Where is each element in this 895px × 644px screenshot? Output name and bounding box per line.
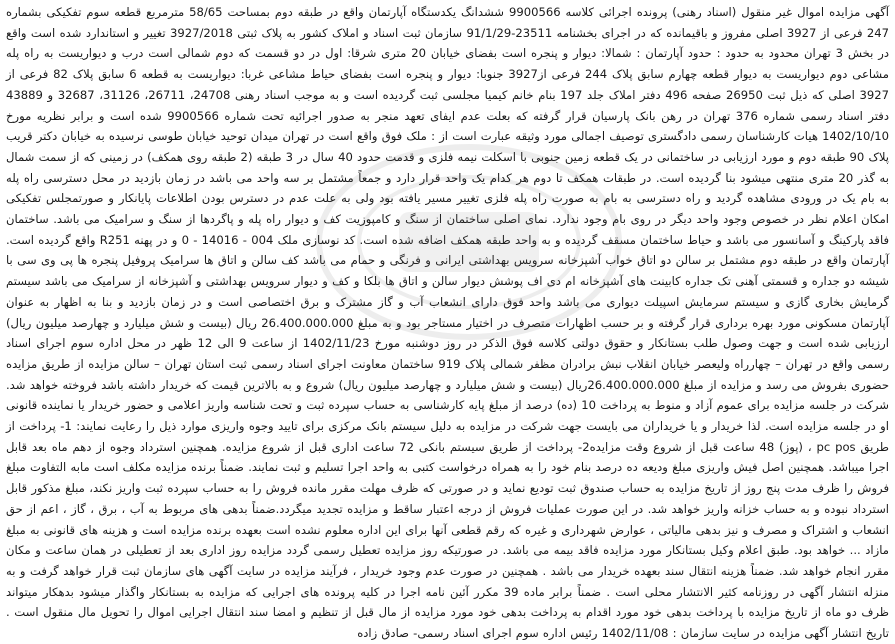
notice-body-text: آگهی مزایده اموال غیر منقول (اسناد رهنی) پرونده اجرائی کلاسه 9900566 ششدانگ یکدستگاه آپارتمان واقع در طبقه دوم بمساحت 58/65 مترمربع قطعه سوم تفکیکی بشماره 247 فرعی از 3927 اصلی مفروز و باقیمانده که در اجرای بخشنامه 23511-91/1/29 سازمان ثبت اسناد و املاک کشور به پلاک ثبتی 3927/2018 تغییر و استاندارد شده است واقع در بخش 3 تهران محدود به حدود : حدود آپارتمان : شمالا: دیوار و پنجره است بفضای خیابان 20 متری شرقا: اول در دو قسمت که دوم شمالی است درب و دیواریست به راه پله مشاعی دوم دیواریست به دیوار قطعه چهارم سابق پلاک 244 فرعی از3927 جنوبا: دیوار و پنجره است بفضای حیاط مشاعی غربا: دیواریست به قطعه 6 سابق پلاک 82 فرعی از 3927 اصلی که ذیل ثبت 26950 صفحه 496 دفتر املاک جلد 197 بنام خانم کیمیا مجلسی ثبت گردیده است و به موجب اسناد رهنی 24708، 26711، 31126، 32687 و 43889 دفتر اسناد رسمی شماره 376 تهران در رهن بانک پارسیان قرار گرفته که بعلت عدم ایفای تعهد منجر به صدور اجرائیه تحت شماره 9900566 شده است و برابر نظریه مورخ 1402/10/10 هیات کارشناسان رسمی دادگستری توصیف اجمالی مورد وثیقه عبارت است از : ملک فوق واقع است در تهران میدان توحید خیابان طوسی نرسیده به خیابان دکتر قریب پلاک 90 طبقه دوم و مورد ارزیابی در ساختمانی در یک قطعه زمین جنوبی با اسکلت نیمه فلزی و قدمت حدود 40 سال در 3 طبقه (2 طبقه روی همکف) در زمینی که از سمت شمال به گذر 20 متری منتهی میشود بنا گردیده است. در طبقات همکف تا دوم هر کدام یک واحد قرار دارد و جمعاً مشتمل بر سه واحد می باشد در زمان بازدید در محل دسترسی راه پله به بام یک در ورودی مشاهده گردید و راه دسترسی به بام به صورت راه پله فلزی تغییر مسیر یافته بود ولی به علت عدم در دسترس بودن اطلاعات پایانکار و صورتمجلس تفکیکی امکان اعلام نظر در خصوص وجود واحد دیگر در روی بام وجود ندارد. نمای اصلی ساختمان از سنگ و کامپوزیت کف و دیوار راه پله و پاگردها از سنگ و سرامیک می باشد. ساختمان فاقد پارکینگ و آسانسور می باشد و حیاط ساختمان مسقف گردیده و به واحد طبقه همکف اضافه شده است. کد نوسازی ملک 004 - 14016 - 0 و در پهنه R251 واقع گردیده است. آپارتمان واقع در طبقه دوم مشتمل بر سالن دو اتاق خواب آشپزخانه سرویس بهداشتی ایرانی و فرنگی و حمام می باشد کف سالن و اتاق ها سرامیک پروفیل پنجره ها پی وی سی با شیشه دو جداره و قسمتی آهنی تک جداره کابینت های آشپزخانه ام دی اف پوشش دیوار سالن و اتاق ها بلکا و کف و دیوار سرویس بهداشتی و آشپزخانه از سرامیک می باشد سیستم گرمایش بخاری گازی و سیستم سرمایش اسپیلت دیواری می باشد واحد فوق دارای انشعاب آب و گاز مشترک و برق اختصاصی است و در زمان بازدید و بنا به اظهار به عنوان آپارتمان مسکونی مورد بهره برداری قرار گرفته و بر حسب اظهارات متصرف در اختیار مستاجر بود و به مبلغ 26.400.000.000 ریال (بیست و شش میلیارد و چهارصد میلیون ریال) ارزیابی شده است و جهت وصول طلب بستانکار و حقوق دولتی کلاسه فوق الذکر در روز دوشنبه مورخ 1402/11/23 از ساعت 9 الی 12 ظهر در محل اداره سوم اجرای اسناد رسمی واقع در تهران – چهارراه ولیعصر خیابان انقلاب نبش برادران مظفر شمالی پلاک 919 ساختمان معاونت اجرای اسناد رسمی ثبت استان تهران – سالن مزایده از طریق مزایده حضوری بفروش می رسد و مزایده از مبلغ 26.400.000.000ریال (بیست و شش میلیارد و چهارصد میلیون ریال) شروع و به بالاترین قیمت که خریدار داشته باشد فروخته خواهد شد. شرکت در جلسه مزایده برای عموم آزاد و منوط به پرداخت 10 (ده) درصد از مبلغ پایه کارشناسی به حساب سپرده ثبت و تحت شناسه واریز اعلامی و حضور خریدار یا نماینده قانونی او در جلسه مزایده است. لذا خریدار و یا خریداران می بایست جهت شرکت در مزایده به دلیل سیستم بانک مرکزی برای تایید وجوه واریزی موارد ذیل را رعایت نمایند: 1- پرداخت از طریق pc pos ، (پوز) 48 ساعت قبل از شروع وقت مزایده2- پرداخت از طریق سیستم بانکی 72 ساعت اداری قبل از شروع مزایده. همچنین استرداد وجوه از دهم ماه بعد قابل اجرا میباشد. همچنین اصل فیش واریزی مبلغ ودیعه ده درصد بنام خود را به همراه درخواست کتبی به واحد اجرا تسلیم و ثبت نمایند. ضمناً برنده مزایده مکلف است مابه التفاوت مبلغ فروش را ظرف مدت پنج روز از تاریخ مزایده به حساب صندوق ثبت تودیع نماید و در صورتی که ظرف مهلت مقرر مانده فروش را به حساب سپرده ثبت واریز نکند، مبلغ مذکور قابل استرداد نبوده و به حساب خزانه واریز خواهد شد. در این صورت عملیات فروش از درجه اعتبار ساقط و مزایده تجدید میگردد.ضمناً بدهی های مربوط به آب ، برق ، گاز ، اعم از حق انشعاب و اشتراک و مصرف و نیز بدهی مالیاتی ، عوارض شهرداری و غیره که رقم قطعی آنها برای این اداره معلوم نشده است بعهده برنده مزایده است و هزینه های قانونی به مبلغ مازاد ... خواهد بود. طبق اعلام وکیل بستانکار مورد مزایده فاقد بیمه می باشد. در صورتیکه روز مزایده تعطیل رسمی گردد مزایده روز اداری بعد از تعطیلی در همان ساعت و مکان مقرر انجام خواهد شد. ضمناً هزینه انتقال سند بعهده خریدار می باشد . همچنین در صورت عدم وجود خریدار ، فرآیند مزایده در سایت آگهی های سازمان ثبت قرار خواهد گرفت و به منزله انتشار آگهی در روزنامه کثیر الانتشار محلی است . ضمناً برابر ماده 39 مکرر آئین نامه اجرا در کلیه پرونده های اجرایی که مزایده به بستانکار واگذار میشود بدهکار میتواند ظرف دو ماه از تاریخ مزایده با پرداخت بدهی خود مورد اقدام به پرداخت بدهی خود مورد مزایده از مال قبل از تنظیم و امضا سند انتقال اجرایی اموال را تحویل مال منقول است . تاریخ انتشار آگهی مزایده در سایت سازمان : 1402/11/08 رئیس اداره سوم اجرای اسناد رسمی- صادق زاده [6,5,890,641]
auction-notice-page [4,2,891,641]
